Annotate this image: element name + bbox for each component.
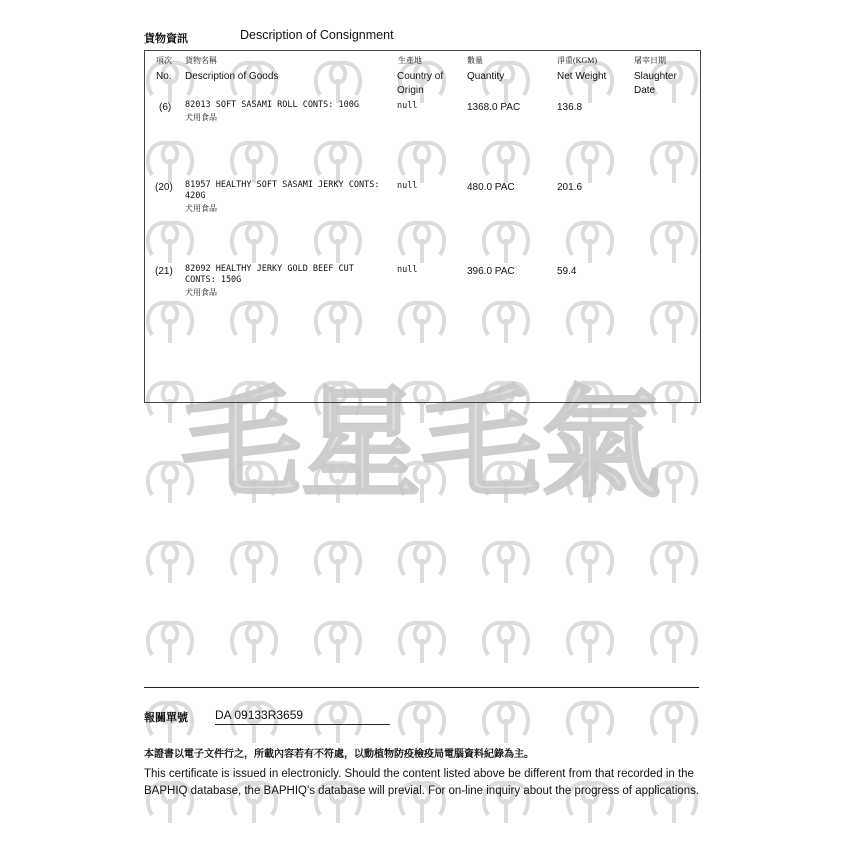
customs-declaration-number: DA 09133R3659 xyxy=(215,708,390,725)
row-description xyxy=(185,100,385,123)
ram-head-icon xyxy=(652,543,696,583)
col-origin-en: Country of Origin xyxy=(397,71,444,96)
col-date-cn: 屠宰日期 xyxy=(634,56,666,65)
row-quantity: 1368.0 PAC xyxy=(467,102,521,113)
ram-head-icon xyxy=(568,623,612,663)
col-qty-en: Quantity xyxy=(467,71,505,82)
ram-head-icon xyxy=(568,543,612,583)
ram-head-icon xyxy=(400,623,444,663)
row-origin: null xyxy=(397,265,418,275)
row-quantity: 480.0 PAC xyxy=(467,182,515,193)
col-no-en: No. xyxy=(156,71,172,82)
section-label-cn: 貨物資訊 xyxy=(144,32,188,45)
ram-head-icon xyxy=(652,703,696,743)
row-desc-sub: 犬用食品 xyxy=(185,288,217,297)
ram-head-icon xyxy=(484,703,528,743)
row-desc-text: 82092 HEALTHY JERKY GOLD BEEF CUT CONTS: 150G xyxy=(185,264,354,285)
ram-head-icon xyxy=(232,543,276,583)
certificate-note-en: This certificate is issued in electronicly. Should the content listed above be different from that recorded in the BAPHIQ database, the BAPHIQ's database will previal. For on-line inquiry about the progress of applications. xyxy=(144,768,700,797)
goods-table xyxy=(144,50,701,403)
col-weight-en: Net Weight xyxy=(557,71,607,82)
col-desc-en: Description of Goods xyxy=(185,71,279,82)
ram-head-icon xyxy=(148,623,192,663)
row-description xyxy=(185,180,385,214)
col-origin-cn: 生產地 xyxy=(398,56,422,65)
row-origin: null xyxy=(397,101,418,111)
col-date-en: Slaughter Date xyxy=(634,71,677,96)
ram-head-icon xyxy=(484,623,528,663)
row-quantity: 396.0 PAC xyxy=(467,266,515,277)
ram-head-icon xyxy=(652,623,696,663)
row-origin: null xyxy=(397,181,418,191)
col-no-cn: 項次 xyxy=(156,56,172,65)
ram-head-icon xyxy=(484,543,528,583)
ram-head-icon xyxy=(400,543,444,583)
row-no: (6) xyxy=(159,102,172,113)
row-net-weight: 59.4 xyxy=(557,266,577,277)
ram-head-icon xyxy=(568,703,612,743)
footer-divider xyxy=(144,687,699,688)
row-desc-sub: 犬用食品 xyxy=(185,113,217,122)
row-no: (21) xyxy=(155,266,173,277)
section-title: Description of Consignment xyxy=(240,28,394,42)
row-net-weight: 201.6 xyxy=(557,182,583,193)
row-net-weight: 136.8 xyxy=(557,102,583,113)
row-desc-text: 81957 HEALTHY SOFT SASAMI JERKY CONTS: 420G xyxy=(185,180,380,201)
ram-head-icon xyxy=(232,623,276,663)
certificate-note-cn: 本證書以電子文件行之，所載內容若有不符處，以動植物防疫檢疫局電腦資料紀錄為主。 xyxy=(144,749,534,760)
customs-declaration-label: 報關單號 xyxy=(144,711,188,724)
ram-head-icon xyxy=(148,543,192,583)
ram-head-icon xyxy=(316,543,360,583)
col-desc-cn: 貨物名稱 xyxy=(185,56,217,65)
ram-head-icon xyxy=(316,623,360,663)
col-qty-cn: 數量 xyxy=(467,56,483,65)
col-weight-cn: 淨重(KGM) xyxy=(557,56,597,65)
row-desc-text: 82013 SOFT SASAMI ROLL CONTS: 100G xyxy=(185,100,359,110)
row-desc-sub: 犬用食品 xyxy=(185,204,217,213)
row-no: (20) xyxy=(155,182,173,193)
ram-head-icon xyxy=(400,703,444,743)
row-description xyxy=(185,264,385,298)
watermark-logo-text: 毛星毛氣 xyxy=(181,375,661,514)
